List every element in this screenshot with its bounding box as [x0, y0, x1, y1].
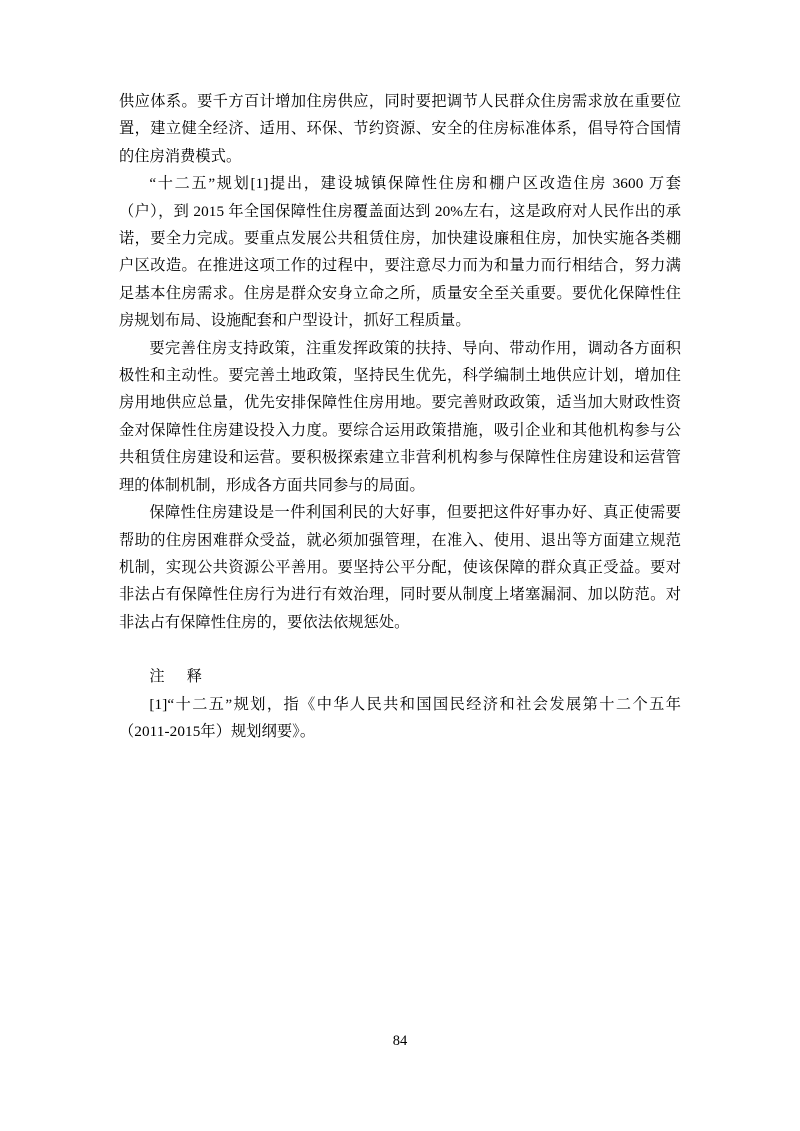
body-paragraph-4: 保障性住房建设是一件利国利民的大好事，但要把这件好事办好、真正使需要帮助的住房困难群众受益，就必须加强管理，在准入、使用、退出等方面建立规范机制，实现公共资源公平善用。要坚持公平分配，使该保障的群众真正受益。要对非法占有保障性住房行为进行有效治理，同时要从制度上堵塞漏洞、加以防范。对非法占有保障性住房的，要依法依规惩处。: [119, 504, 681, 631]
body-paragraph-2: “十二五”规划[1]提出，建设城镇保障性住房和棚户区改造住房 3600 万套（户），到 2015 年全国保障性住房覆盖面达到 20%左右，这是政府对人民作出的承诺，要全力完成。要重点发展公共租赁住房，加快建设廉租住房，加快实施各类棚户区改造。在推进这项工作的过程中，要注意尽力而为和量力而行相结合，努力满足基本住房需求。住房是群众安身立命之所，质量安全至关重要。要优化保障性住房规划布局、设施配套和户型设计，抓好工程质量。: [119, 175, 681, 330]
page-content: [119, 88, 681, 745]
notes-heading-char-1: 注: [149, 668, 165, 686]
notes-heading: [119, 663, 681, 690]
note-item-1: [1]“十二五”规划，指《中华人民共和国国民经济和社会发展第十二个五年（2011-2015年）规划纲要》。: [119, 695, 681, 740]
body-paragraph-3: 要完善住房支持政策，注重发挥政策的扶持、导向、带动作用，调动各方面积极性和主动性。要完善土地政策，坚持民生优先，科学编制土地供应计划，增加住房用地供应总量，优先安排保障性住房用地。要完善财政政策，适当加大财政性资金对保障性住房建设投入力度。要综合运用政策措施，吸引企业和其他机构参与公共租赁住房建设和运营。要积极探索建立非营利机构参与保障性住房建设和运营管理的体制机制，形成各方面共同参与的局面。: [119, 339, 681, 494]
page-number: 84: [392, 1033, 408, 1049]
notes-spacer: [119, 636, 681, 663]
body-paragraph-1: 供应体系。要千方百计增加住房供应，同时要把调节人民群众住房需求放在重要位置，建立健全经济、适用、环保、节约资源、安全的住房标准体系，倡导符合国情的住房消费模式。: [119, 93, 681, 165]
notes-heading-char-2: 释: [186, 668, 202, 686]
